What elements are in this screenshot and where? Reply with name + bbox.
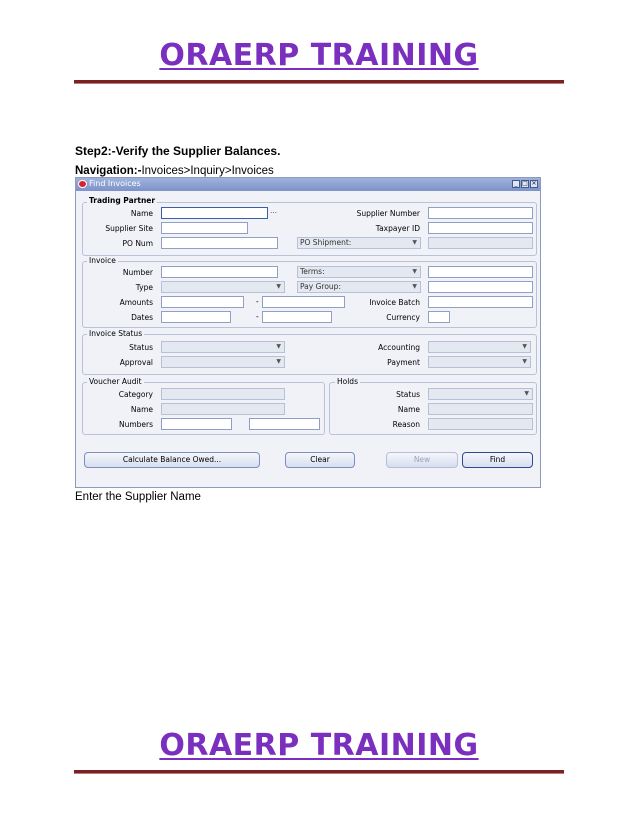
category-label: Category — [118, 390, 153, 399]
chevron-down-icon: ▼ — [276, 343, 281, 350]
oracle-logo-icon — [78, 180, 87, 188]
supplier-name-input[interactable] — [161, 207, 268, 219]
amounts-label: Amounts — [119, 298, 153, 307]
chevron-down-icon: ▼ — [522, 343, 527, 350]
footer-divider — [74, 770, 564, 774]
po-shipment-select[interactable] — [297, 237, 421, 249]
invoice-number-label: Number — [122, 268, 153, 277]
po-num-label: PO Num — [122, 239, 153, 248]
name-label: Name — [130, 209, 153, 218]
invoice-number-input[interactable] — [161, 266, 278, 278]
payment-label: Payment — [387, 358, 420, 367]
chevron-down-icon: ▼ — [276, 283, 281, 290]
header-brand: ORAERP TRAINING — [159, 38, 479, 73]
reason-input[interactable] — [428, 418, 533, 430]
navigation-label: Navigation:- — [75, 165, 142, 177]
find-invoices-window — [75, 177, 541, 488]
navigation-line — [75, 165, 274, 177]
minimize-button[interactable]: _ — [512, 180, 520, 188]
terms-select[interactable] — [297, 266, 421, 278]
pay-group-value-input[interactable] — [428, 281, 533, 293]
status-label: Status — [129, 343, 153, 352]
po-num-input[interactable] — [161, 237, 278, 249]
accounting-label: Accounting — [378, 343, 420, 352]
voucher-name-label: Name — [130, 405, 153, 414]
invoice-batch-input[interactable] — [428, 296, 533, 308]
accounting-select[interactable] — [428, 341, 531, 353]
supplier-site-label: Supplier Site — [105, 224, 153, 233]
invoice-title: Invoice — [89, 256, 116, 265]
clear-button[interactable]: Clear — [285, 452, 355, 468]
pay-group-select[interactable] — [297, 281, 421, 293]
po-shipment-value — [428, 237, 533, 249]
taxpayer-id-input[interactable] — [428, 222, 533, 234]
numbers-from-input[interactable] — [161, 418, 232, 430]
new-button[interactable]: New — [386, 452, 458, 468]
voucher-audit-title: Voucher Audit — [89, 377, 142, 386]
find-button[interactable]: Find — [462, 452, 533, 468]
invoice-batch-label: Invoice Batch — [369, 298, 420, 307]
dates-label: Dates — [131, 313, 153, 322]
category-input[interactable] — [161, 388, 285, 400]
close-button[interactable]: ✕ — [531, 180, 537, 187]
chevron-down-icon: ▼ — [522, 358, 527, 365]
currency-label: Currency — [386, 313, 420, 322]
holds-name-input[interactable] — [428, 403, 533, 415]
voucher-name-input[interactable] — [161, 403, 285, 415]
window-titlebar[interactable] — [76, 178, 540, 191]
header-divider — [74, 80, 564, 84]
approval-label: Approval — [119, 358, 153, 367]
supplier-site-input[interactable] — [161, 222, 248, 234]
name-lov-icon[interactable]: … — [270, 207, 277, 215]
chevron-down-icon: ▼ — [524, 390, 529, 397]
holds-status-label: Status — [396, 390, 420, 399]
chevron-down-icon: ▼ — [412, 239, 417, 246]
approval-select[interactable] — [161, 356, 285, 368]
navigation-path: Invoices>Inquiry>Invoices — [141, 165, 274, 177]
pay-group-placeholder: Pay Group: — [300, 282, 341, 291]
currency-input[interactable] — [428, 311, 450, 323]
po-shipment-placeholder: PO Shipment: — [300, 238, 352, 247]
numbers-to-input[interactable] — [249, 418, 320, 430]
holds-title: Holds — [337, 377, 358, 386]
date-to-input[interactable] — [262, 311, 332, 323]
amount-to-input[interactable] — [262, 296, 345, 308]
trading-partner-title: Trading Partner — [89, 196, 156, 205]
caption-text: Enter the Supplier Name — [75, 491, 201, 503]
supplier-number-input[interactable] — [428, 207, 533, 219]
taxpayer-id-label: Taxpayer ID — [375, 224, 420, 233]
invoice-status-select[interactable] — [161, 341, 285, 353]
invoice-type-select[interactable] — [161, 281, 285, 293]
terms-value-input[interactable] — [428, 266, 533, 278]
numbers-label: Numbers — [118, 420, 153, 429]
invoice-status-title: Invoice Status — [89, 329, 143, 338]
supplier-number-label: Supplier Number — [356, 209, 420, 218]
payment-select[interactable] — [428, 356, 531, 368]
holds-status-select[interactable] — [428, 388, 533, 400]
date-from-input[interactable] — [161, 311, 231, 323]
invoice-type-label: Type — [135, 283, 153, 292]
chevron-down-icon: ▼ — [276, 358, 281, 365]
reason-label: Reason — [392, 420, 420, 429]
chevron-down-icon: ▼ — [412, 268, 417, 275]
holds-name-label: Name — [397, 405, 420, 414]
terms-placeholder: Terms: — [300, 267, 325, 276]
amount-from-input[interactable] — [161, 296, 244, 308]
calculate-balance-button[interactable]: Calculate Balance Owed... — [84, 452, 260, 468]
maximize-button[interactable]: □ — [522, 180, 528, 187]
amount-range-dash: - — [256, 297, 259, 306]
date-range-dash: - — [256, 312, 259, 321]
chevron-down-icon: ▼ — [412, 283, 417, 290]
step-heading: Step2:-Verify the Supplier Balances. — [75, 144, 281, 158]
window-title: Find Invoices — [89, 179, 141, 188]
footer-brand: ORAERP TRAINING — [159, 728, 479, 763]
